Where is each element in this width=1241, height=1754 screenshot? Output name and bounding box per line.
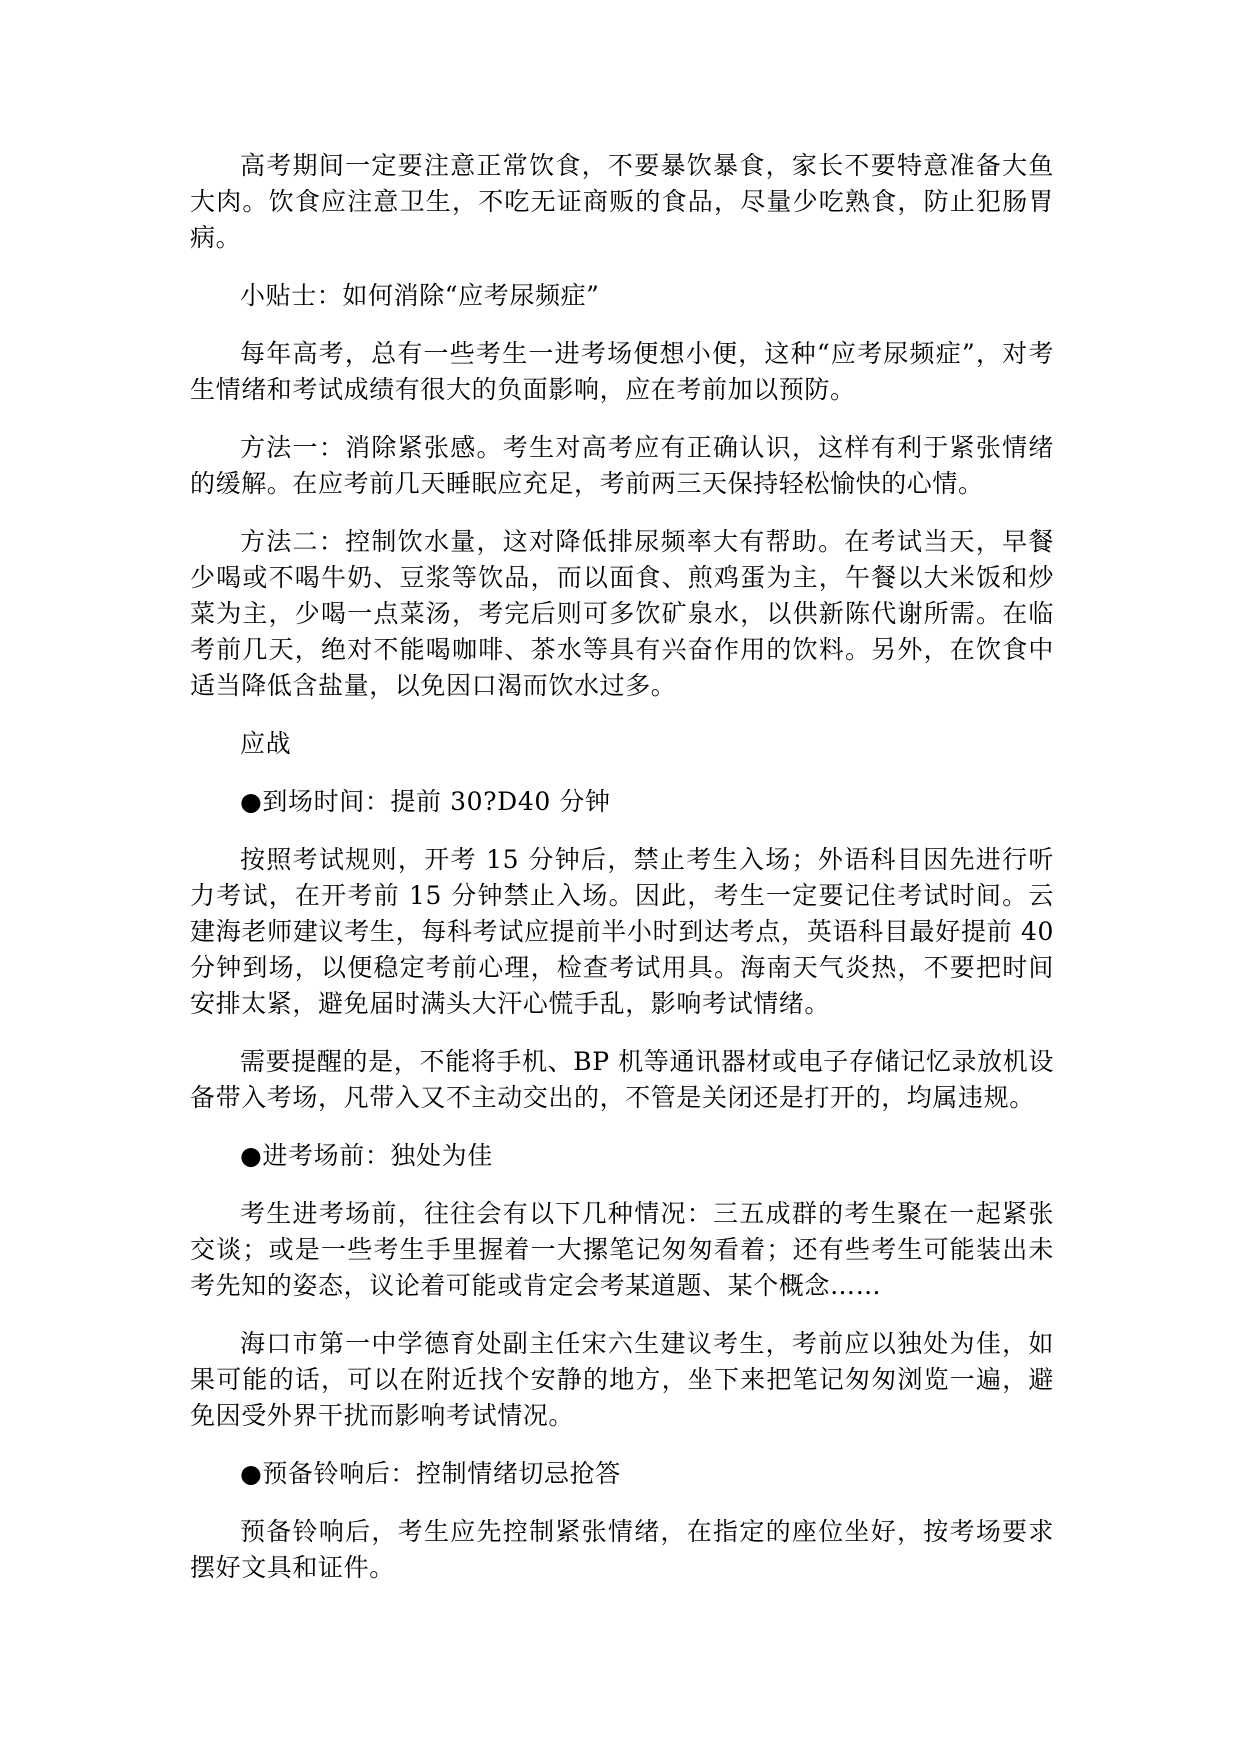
bullet-heading-bell: ●预备铃响后：控制情绪切忌抢答	[240, 1459, 621, 1488]
bullet-heading-before-entry: ●进考场前：独处为佳	[240, 1141, 493, 1170]
paragraph-frequent-urination: 每年高考，总有一些考生一进考场便想小便，这种“应考尿频症”，对考生情绪和考试成绩有很大的负面影响，应在考前加以预防。	[190, 339, 1054, 404]
paragraph-teacher-advice: 海口市第一中学德育处副主任宋六生建议考生，考前应以独处为佳，如果可能的话，可以在附近找个安静的地方，坐下来把笔记匆匆浏览一遍，避免因受外界干扰而影响考试情况。	[190, 1329, 1054, 1430]
bullet-heading-arrival: ●到场时间：提前 30?D40 分钟	[240, 787, 611, 816]
section-heading-exam: 应战	[240, 729, 292, 758]
paragraph-before-entry: 考生进考场前，往往会有以下几种情况：三五成群的考生聚在一起紧张交谈；或是一些考生手里握着一大摞笔记匆匆看着；还有些考生可能装出未考先知的姿态，议论着可能或肯定会考某道题、某个概念……	[190, 1199, 1054, 1300]
paragraph-after-bell: 预备铃响后，考生应先控制紧张情绪，在指定的座位坐好，按考场要求摆好文具和证件。	[190, 1517, 1054, 1582]
paragraph-tip-heading: 小贴士：如何消除“应考尿频症”	[240, 281, 600, 310]
paragraph-method-two: 方法二：控制饮水量，这对降低排尿频率大有帮助。在考试当天，早餐少喝或不喝牛奶、豆浆等饮品，而以面食、煎鸡蛋为主，午餐以大米饭和炒菜为主，少喝一点菜汤，考完后则可多饮矿泉水，以供新陈代谢所需。在临考前几天，绝对不能喝咖啡、茶水等具有兴奋作用的饮料。另外，在饮食中适当降低含盐量，以免因口渴而饮水过多。	[190, 527, 1054, 700]
paragraph-device-warning: 需要提醒的是，不能将手机、BP 机等通讯器材或电子存储记忆录放机设备带入考场，凡带入又不主动交出的，不管是关闭还是打开的，均属违规。	[190, 1047, 1054, 1112]
paragraph-arrival-rules: 按照考试规则，开考 15 分钟后，禁止考生入场；外语科目因先进行听力考试，在开考前 15 分钟禁止入场。因此，考生一定要记住考试时间。云建海老师建议考生，每科考试应提前半小时到达考点，英语科目最好提前 40 分钟到场，以便稳定考前心理，检查考试用具。海南天气炎热，不要把时间安排太紧，避免届时满头大汗心慌手乱，影响考试情绪。	[190, 845, 1054, 1018]
paragraph-diet: 高考期间一定要注意正常饮食，不要暴饮暴食，家长不要特意准备大鱼大肉。饮食应注意卫生，不吃无证商贩的食品，尽量少吃熟食，防止犯肠胃病。	[190, 151, 1054, 252]
paragraph-method-one: 方法一：消除紧张感。考生对高考应有正确认识，这样有利于紧张情绪的缓解。在应考前几天睡眠应充足，考前两三天保持轻松愉快的心情。	[190, 433, 1054, 498]
document-body	[190, 148, 1054, 1608]
